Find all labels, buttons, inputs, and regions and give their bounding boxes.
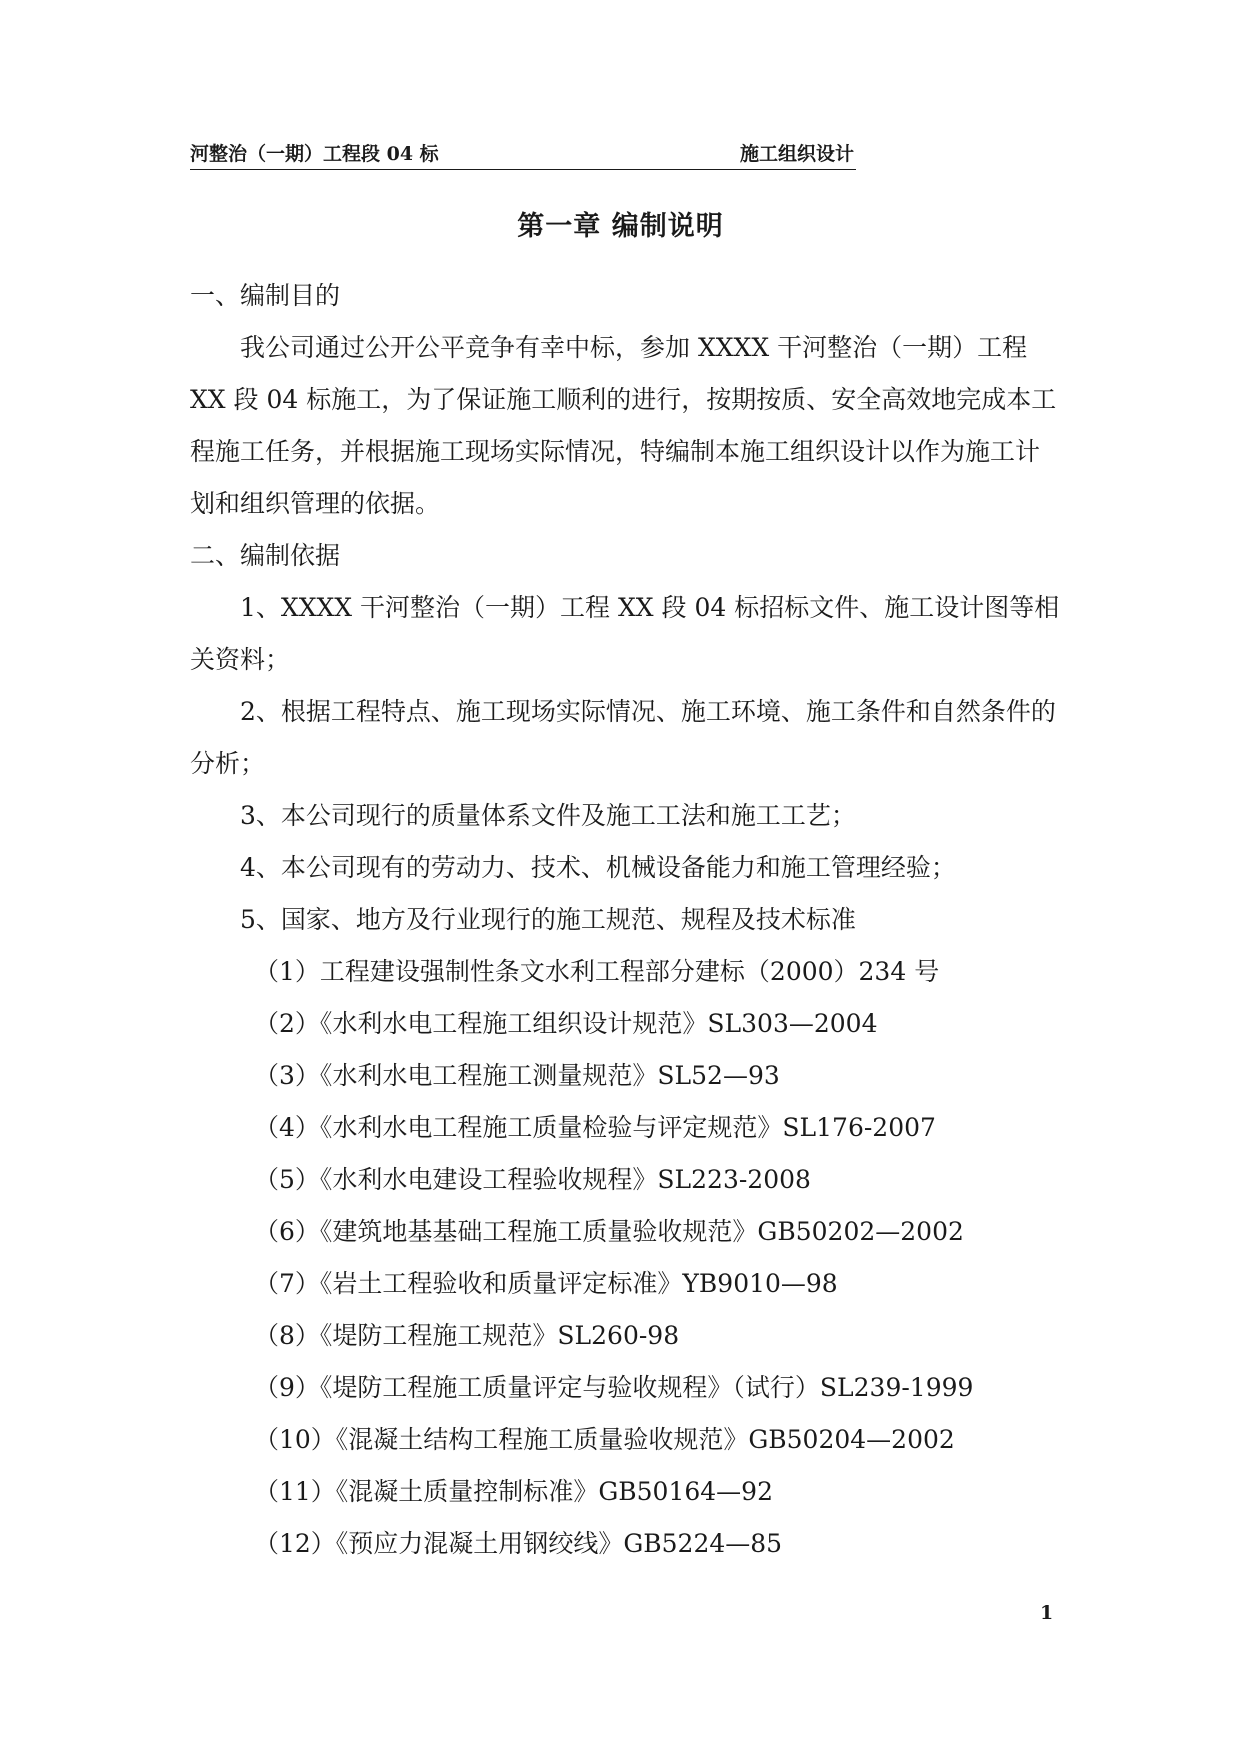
reference-standard-item: （6）《建筑地基基础工程施工质量验收规范》GB50202—2002 <box>254 1217 964 1246</box>
running-header <box>190 143 856 170</box>
reference-standard-item: （7）《岩土工程验收和质量评定标准》YB9010—98 <box>254 1269 838 1298</box>
purpose-paragraph: 我公司通过公开公平竞争有幸中标，参加 XXXX 干河整治（一期）工程 XX 段 04 标施工，为了保证施工顺利的进行，按期按质、安全高效地完成本工程施工任务，并根据施工现场实际情况，特编制本施工组织设计以作为施工计划和组织管理的依据。 <box>190 333 1057 518</box>
header-document-type: 施工组织设计 <box>739 143 854 165</box>
basis-item: 2、根据工程特点、施工现场实际情况、施工环境、施工条件和自然条件的分析； <box>190 697 1056 778</box>
reference-standard-item: （9）《堤防工程施工质量评定与验收规程》（试行）SL239-1999 <box>254 1373 974 1402</box>
reference-standard-item: （12）《预应力混凝土用钢绞线》GB5224—85 <box>254 1529 783 1558</box>
chapter-title: 第一章 编制说明 <box>517 211 724 242</box>
section-heading-purpose: 一、编制目的 <box>190 281 341 310</box>
reference-standard-item: （3）《水利水电工程施工测量规范》SL52—93 <box>254 1061 780 1090</box>
reference-standard-item: （1）工程建设强制性条文水利工程部分建标（2000）234 号 <box>254 957 940 986</box>
reference-standard-item: （2）《水利水电工程施工组织设计规范》SL303—2004 <box>254 1009 878 1038</box>
basis-item: 3、本公司现行的质量体系文件及施工工法和施工工艺； <box>240 801 856 830</box>
reference-standard-item: （8）《堤防工程施工规范》SL260-98 <box>254 1321 680 1350</box>
reference-standard-item: （4）《水利水电工程施工质量检验与评定规范》SL176-2007 <box>254 1113 936 1142</box>
header-project-name: 河整治（一期）工程段 04 标 <box>190 143 439 165</box>
basis-item: 5、国家、地方及行业现行的施工规范、规程及技术标准 <box>240 905 856 934</box>
reference-standard-item: （10）《混凝土结构工程施工质量验收规范》GB50204—2002 <box>254 1425 955 1454</box>
reference-standard-item: （5）《水利水电建设工程验收规程》SL223-2008 <box>254 1165 811 1194</box>
document-body <box>190 270 1060 1570</box>
reference-standard-item: （11）《混凝土质量控制标准》GB50164—92 <box>254 1477 773 1506</box>
basis-item: 1、XXXX 干河整治（一期）工程 XX 段 04 标招标文件、施工设计图等相关资料； <box>190 593 1060 674</box>
section-heading-basis: 二、编制依据 <box>190 541 341 570</box>
basis-item: 4、本公司现有的劳动力、技术、机械设备能力和施工管理经验； <box>240 853 956 882</box>
page-number: 1 <box>1040 1602 1054 1624</box>
